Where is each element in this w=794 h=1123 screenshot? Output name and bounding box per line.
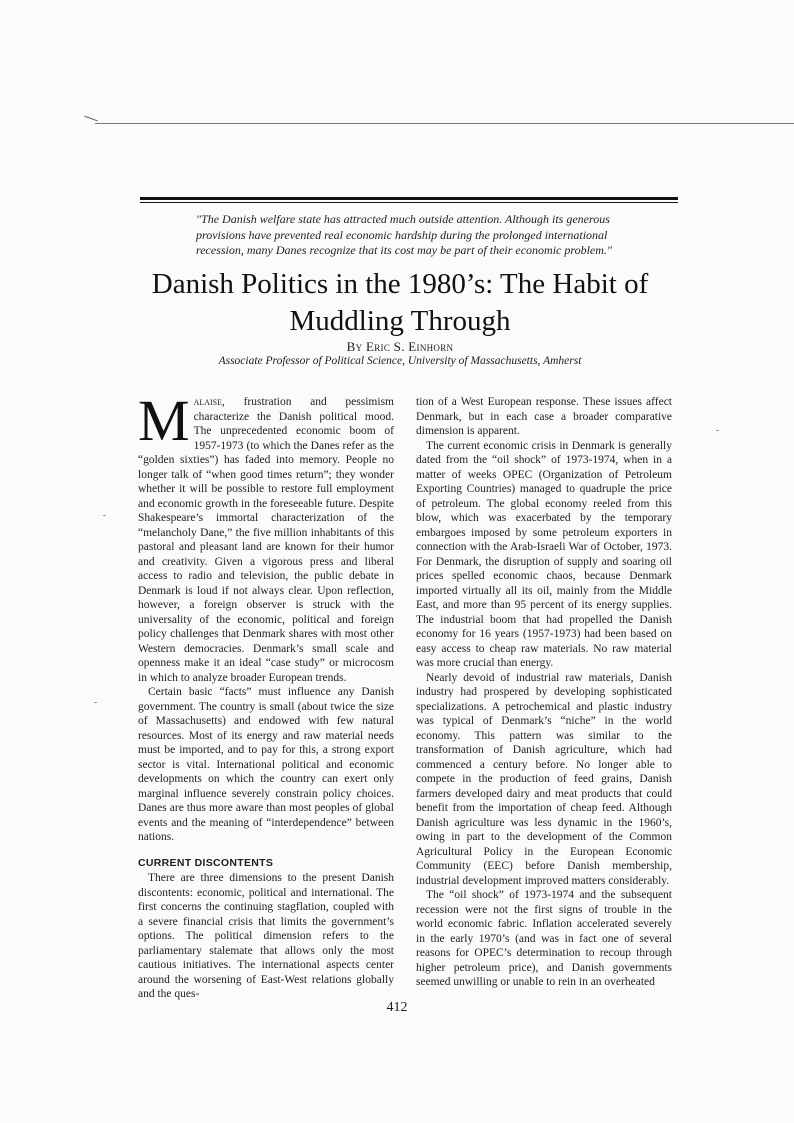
paragraph: Nearly devoid of industrial raw materials, Danish industry had prospered by developing sophisticated specializations. A petrochemical and plastic industry was typical of Denmark’s “niche” in the world economy. This pattern was similar to the transformation of Danish agriculture, which had commenced a century before. No longer able to compete in the production of feed grains, Danish farmers developed dairy and meat products that could benefit from the importation of cheap feed. Although Danish agriculture was less dynamic in the 1960’s, owing in part to the development of the Common Agricultural Policy in the European Economic Community (EEC) before Danish membership, industrial development improved matters considerably. (416, 671, 672, 887)
scan-speck (94, 702, 97, 703)
paragraph: The “oil shock” of 1973-1974 and the subsequent recession were not the first signs of trouble in the world economic fabric. Inflation accelerated severely in the early 1970’s (and was in fact one of several reasons for OPEC’s determination to recoup through higher petroleum price), and Danish governments seemed unwilling or unable to rein in an overheated (416, 889, 672, 988)
header-rule-thick (140, 197, 678, 200)
article-title: Danish Politics in the 1980’s: The Habit of Muddling Through (151, 268, 649, 337)
left-column (138, 388, 394, 1002)
author-byline: By Eric S. Einhorn (346, 339, 454, 354)
paragraph-text: frustration and pessimism characterize the Danish political mood. The unprecedented economic boom of 1957-1973 (to which the Danes refer as the “golden sixties”) has faded into memory. People no longer talk of “when good times return”; they wonder whether it will be possible to restore full employment and economic growth in the foreseeable future. Despite Shakespeare’s immortal characterization of the “melancholy Dane,” the five million inhabitants of this pastoral and pleasant land are known for their humor and creativity. Given a vigorous press and liberal access to radio and television, the public debate in Denmark is loud if not always clear. Upon reflection, however, a foreign observer is struck with the universality of the economic, political and foreign policy challenges that Denmark shares with most other Western democracies. Denmark’s small scale and openness make it an ideal “case study” or microcosm in which to analyze broader European trends. (138, 396, 394, 684)
scan-speck (716, 430, 719, 431)
right-column (416, 395, 672, 990)
paragraph: There are three dimensions to the present Danish discontents: economic, political and international. The first concerns the continuing stagflation, coupled with a severe financial crisis that limits the government’s options. The political dimension refers to the parliamentary stalemate that allows only the most cautious initiatives. The international aspects center around the worsening of East-West relations globally and the ques- (138, 872, 394, 1000)
epigraph: "The Danish welfare state has attracted much outside attention. Although its generous provisions have prevented real economic hardship during the prolonged international recession, many Danes recognize that its cost may be part of their economic problem." (196, 212, 612, 257)
lead-word: alaise, (193, 396, 225, 408)
scan-speck (103, 515, 106, 516)
section-heading: CURRENT DISCONTENTS (138, 856, 274, 869)
scan-artifact (84, 116, 97, 122)
header-rule-thin (140, 202, 678, 203)
page-number: 412 (386, 1000, 408, 1015)
drop-cap: M (138, 388, 190, 453)
paragraph: tion of a West European response. These issues affect Denmark, but in each case a broader comparative dimension is apparent. (416, 396, 672, 437)
paragraph (138, 388, 394, 685)
scan-edge-line (95, 123, 794, 124)
author-affiliation: Associate Professor of Political Science, University of Massachusetts, Amherst (218, 355, 582, 367)
paragraph: Certain basic “facts” must influence any Danish government. The country is small (about twice the size of Massachusetts) and endowed with few natural resources. Most of its energy and raw material needs must be imported, and to pay for this, a strong export sector is vital. International political and economic developments on which the country can exert only marginal influence severely constrain policy choices. Danes are thus more aware than most peoples of global events and the meaning of “interdependence” between nations. (138, 686, 394, 843)
paragraph: The current economic crisis in Denmark is generally dated from the “oil shock” of 1973-1974, when in a matter of weeks OPEC (Organization of Petroleum Exporting Countries) managed to quadruple the price of petroleum. The global economy reeled from this blow, which was exacerbated by the temporary embargoes imposed by some petroleum exporters in connection with the Arab-Israeli War of October, 1973. For Denmark, the disruption of supply and soaring oil prices spelled economic chaos, because Denmark imported virtually all its oil, mainly from the Middle East, and more than 95 percent of its energy supplies. The industrial boom that had propelled the Danish economy for 16 years (1957-1973) had been based on easy access to cheap raw materials. No raw material was more crucial than energy. (416, 439, 672, 669)
